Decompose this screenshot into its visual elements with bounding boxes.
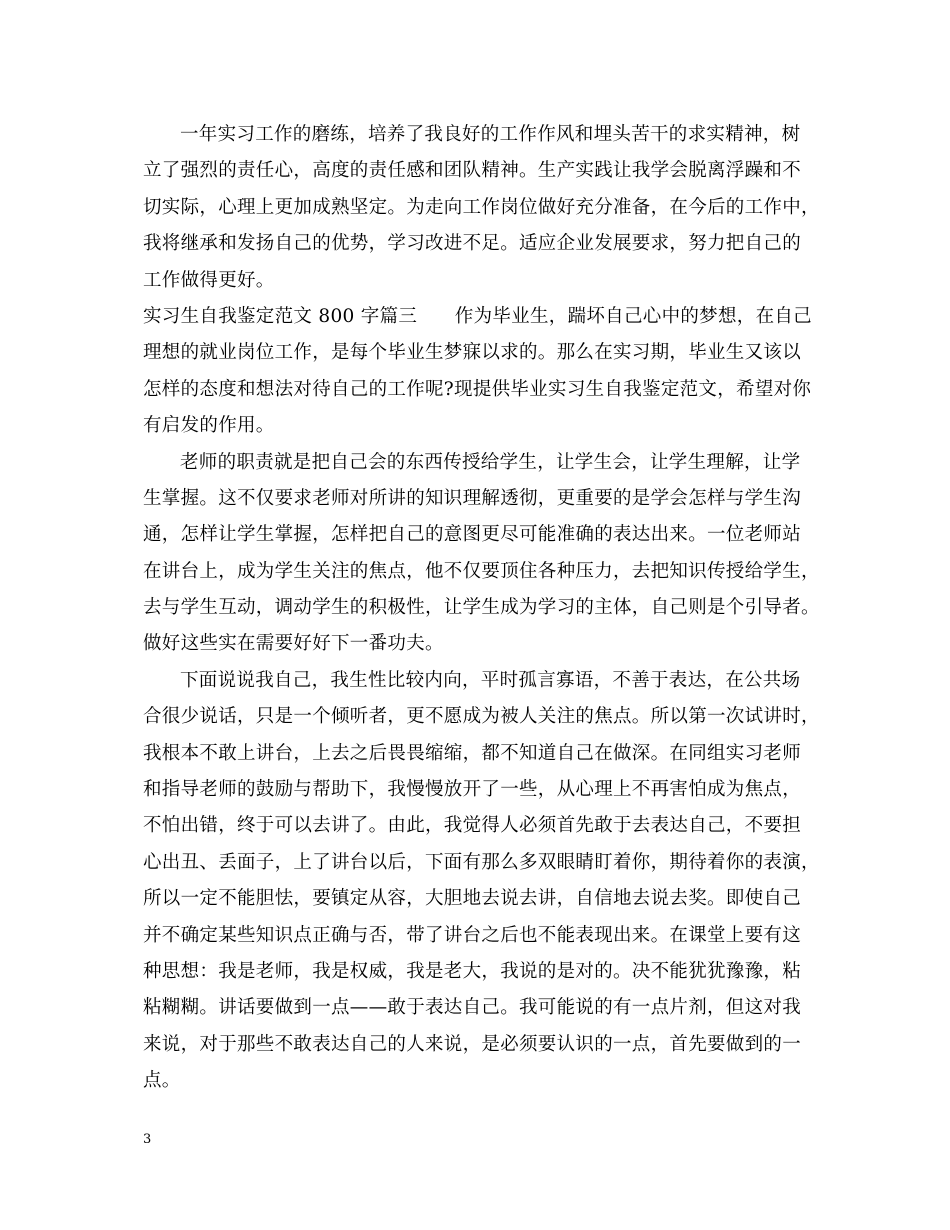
text-line: 通，怎样让学生掌握，怎样把自己的意图更尽可能准确的表达出来。一位老师站 xyxy=(143,524,802,546)
text-line: 怎样的态度和想法对待自己的工作呢?现提供毕业实习生自我鉴定范文，希望对你 xyxy=(143,378,812,400)
text-line: 种思想：我是老师，我是权威，我是老大，我说的是对的。决不能犹犹豫豫，粘 xyxy=(143,960,802,982)
text-line: 合很少说话，只是一个倾听者，更不愿成为被人关注的焦点。所以第一次试讲时， xyxy=(143,706,820,728)
text-line: 下面说说我自己，我生性比较内向，平时孤言寡语，不善于表达，在公共场 xyxy=(180,669,801,691)
section-heading-line: 实习生自我鉴定范文 800 字篇三 作为毕业生，踹坏自己心中的梦想，在自己 xyxy=(143,305,812,327)
text-line: 并不确定某些知识点正确与否，带了讲台之后也不能表现出来。在课堂上要有这 xyxy=(143,924,802,946)
text-line: 老师的职责就是把自己会的东西传授给学生，让学生会，让学生理解，让学 xyxy=(180,451,801,473)
text-line: 工作做得更好。 xyxy=(143,269,275,291)
text-line: 粘糊糊。讲话要做到一点——敢于表达自己。我可能说的有一点片剂，但这对我 xyxy=(143,997,802,1019)
text-line: 去与学生互动，调动学生的积极性，让学生成为学习的主体，自己则是个引导者。 xyxy=(143,597,820,619)
text-line: 生掌握。这不仅要求老师对所讲的知识理解透彻，更重要的是学会怎样与学生沟 xyxy=(143,487,802,509)
text-line: 有启发的作用。 xyxy=(143,415,275,437)
text-line: 和指导老师的鼓励与帮助下，我慢慢放开了一些，从心理上不再害怕成为焦点， xyxy=(143,779,802,801)
text-line: 一年实习工作的磨练，培养了我良好的工作作风和埋头苦干的求实精神，树 xyxy=(180,124,801,145)
page-number: 3 xyxy=(143,1132,152,1147)
text-line: 做好这些实在需要好好下一番功夫。 xyxy=(143,633,444,655)
text-line: 来说，对于那些不敢表达自己的人来说，是必须要认识的一点，首先要做到的一 xyxy=(143,1033,802,1055)
text-line: 点。 xyxy=(143,1070,181,1092)
document-body xyxy=(143,117,823,1100)
text-line: 所以一定不能胆怯，要镇定从容，大胆地去说去讲，自信地去说去奖。即使自己 xyxy=(143,888,802,910)
text-line: 我根本不敢上讲台，上去之后畏畏缩缩，都不知道自己在做深。在同组实习老师 xyxy=(143,742,802,764)
text-line: 我将继承和发扬自己的优势，学习改进不足。适应企业发展要求，努力把自己的 xyxy=(143,233,802,255)
text-line: 不怕出错，终于可以去讲了。由此，我觉得人必须首先敢于去表达自己，不要担 xyxy=(143,815,802,837)
text-line: 心出丑、丢面子，上了讲台以后，下面有那么多双眼睛盯着你，期待着你的表演， xyxy=(143,851,820,873)
text-line: 在讲台上，成为学生关注的焦点，他不仅要顶住各种压力，去把知识传授给学生， xyxy=(143,560,820,582)
text-line: 切实际，心理上更加成熟坚定。为走向工作岗位做好充分准备，在今后的工作中， xyxy=(143,196,820,218)
text-line: 立了强烈的责任心，高度的责任感和团队精神。生产实践让我学会脱离浮躁和不 xyxy=(143,160,802,182)
text-line: 理想的就业岗位工作，是每个毕业生梦寐以求的。那么在实习期，毕业生又该以 xyxy=(143,342,802,364)
